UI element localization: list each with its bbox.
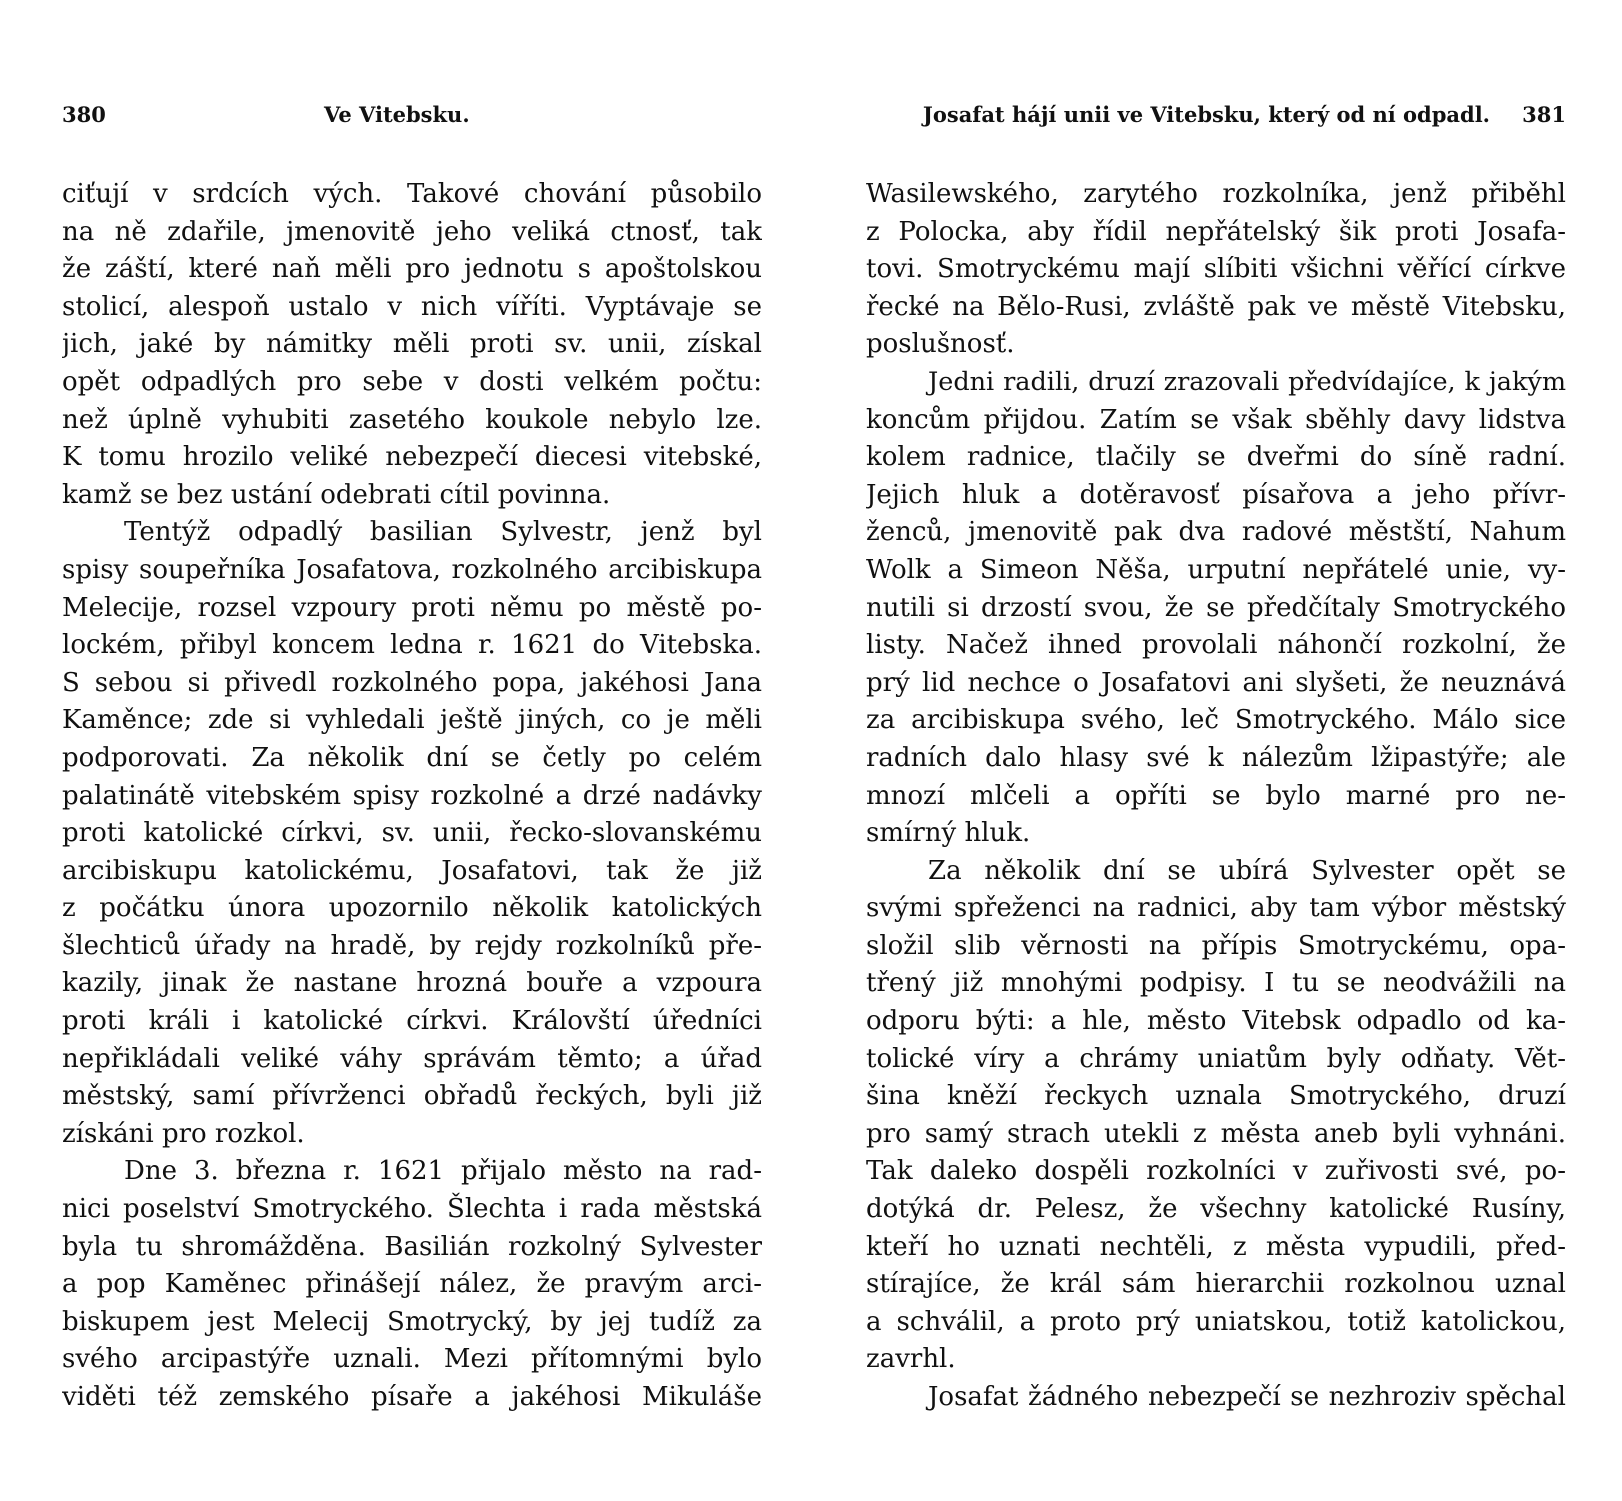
text-line: kteří ho uznati nechtěli, z města vypudili, před- — [866, 1231, 1566, 1262]
text-line: z Polocka, aby řídil nepřátelský šik proti Josafa- — [866, 216, 1566, 247]
text-line: lockém, přibyl koncem ledna r. 1621 do Vitebska. — [62, 630, 762, 661]
text-line: Tentýž odpadlý basilian Sylvestr, jenž byl — [124, 517, 762, 548]
text-line: svými spřeženci na radnici, aby tam výbor městský — [866, 893, 1566, 924]
text-line: S sebou si přivedl rozkolného popa, jakéhosi Jana — [62, 667, 762, 698]
right-running-title: Josafat hájí unii ve Vitebsku, který od ní odpadl. — [922, 102, 1490, 127]
text-line: a schválil, a proto prý uniatskou, totiž katolickou, — [866, 1306, 1566, 1337]
text-line: tovi. Smotryckému mají slíbiti všichni věřící církve — [866, 254, 1566, 285]
text-line: než úplně vyhubiti zasetého koukole nebylo lze. — [62, 404, 762, 435]
text-line: nepřikládali veliké váhy správám těmto; a úřad — [62, 1043, 762, 1074]
text-line: arcibiskupu katolickému, Josafatovi, tak že již — [62, 855, 762, 886]
text-line: Za několik dní se ubírá Sylvester opět se — [928, 855, 1566, 886]
text-line: Dne 3. března r. 1621 přijalo město na rad- — [124, 1156, 762, 1187]
right-page — [866, 0, 1566, 1501]
text-line: proti králi i katolické církvi. Královští úředníci — [62, 1006, 762, 1037]
text-line: Jejich hluk a dotěravosť písařova a jeho přívr- — [866, 479, 1566, 510]
text-line: koncům přijdou. Zatím se však sběhly davy lidstva — [866, 404, 1566, 435]
text-line: získáni pro rozkol. — [62, 1118, 305, 1149]
text-line: řecké na Bělo-Rusi, zvláště pak ve městě Vitebsku, — [866, 291, 1566, 322]
text-line: že záští, které naň měli pro jednotu s apoštolskou — [62, 254, 762, 285]
text-line: byla tu shromážděna. Basilián rozkolný Sylvester — [62, 1231, 762, 1262]
text-line: pro samý strach utekli z města aneb byli vyhnáni. — [866, 1118, 1566, 1149]
text-line: nutili si drzostí svou, že se předčítaly Smotryckého — [866, 592, 1566, 623]
right-page-number: 381 — [1522, 102, 1566, 127]
text-line: šlechticů úřady na hradě, by rejdy rozkolníků pře- — [62, 930, 762, 961]
text-line: kamž se bez ustání odebrati cítil povinna. — [62, 479, 611, 510]
text-line: radních dalo hlasy své k nálezům lžipastýře; ale — [866, 742, 1566, 773]
text-line: stolicí, alespoň ustalo v nich víříti. Vyptávaje se — [62, 291, 762, 322]
text-line: šina kněží řeckych uznala Smotryckého, druzí — [866, 1081, 1566, 1112]
text-line: opět odpadlých pro sebe v dosti velkém počtu: — [62, 366, 762, 397]
text-line: za arcibiskupa svého, leč Smotryckého. Málo sice — [866, 705, 1566, 736]
text-line: z počátku února upozornilo několik katolických — [62, 893, 762, 924]
text-line: Melecije, rozsel vzpoury proti němu po městě po- — [62, 592, 762, 623]
text-line: smírný hluk. — [866, 818, 1031, 849]
text-line: Tak daleko dospěli rozkolníci v zuřivosti své, po- — [866, 1156, 1566, 1187]
text-line: K tomu hrozilo veliké nebezpečí diecesi vitebské, — [62, 442, 762, 473]
text-line: mnozí mlčeli a opříti se bylo marné pro ne- — [866, 780, 1566, 811]
text-line: Wolk a Simeon Něša, urputní nepřátelé unie, vy- — [866, 554, 1566, 585]
right-page-body — [866, 176, 1566, 1417]
text-line: listy. Načež ihned provolali náhončí rozkolní, že — [866, 630, 1566, 661]
left-page-header — [62, 102, 762, 138]
text-line: podporovati. Za několik dní se četly po celém — [62, 742, 762, 773]
text-line: třený již mnohými podpisy. I tu se neodvážili na — [866, 968, 1566, 999]
text-line: biskupem jest Melecij Smotrycký, by jej tudíž za — [62, 1306, 762, 1337]
text-line: složil slib věrnosti na přípis Smotryckému, opa- — [866, 930, 1566, 961]
text-line: Jedni radili, druzí zrazovali předvídajíce, k jakým — [928, 366, 1566, 397]
text-line: Josafat žádného nebezpečí se nezhroziv spěchal — [928, 1382, 1566, 1412]
left-page-number: 380 — [62, 102, 106, 127]
text-line: nici poselství Smotryckého. Šlechta i rada městská — [62, 1194, 762, 1225]
text-line: Kaměnce; zde si vyhledali ještě jiných, co je měli — [62, 705, 762, 736]
left-running-title: Ve Vitebsku. — [324, 102, 470, 127]
text-line: ciťují v srdcích vých. Takové chování působilo — [62, 179, 762, 209]
text-line: palatinátě vitebském spisy rozkolné a drzé nadávky — [62, 780, 762, 811]
text-line: na ně zdařile, jmenovitě jeho veliká ctnosť, tak — [62, 216, 762, 247]
text-line: městský, samí přívrženci obřadů řeckých, byli již — [62, 1081, 762, 1112]
text-line: zavrhl. — [866, 1344, 956, 1375]
text-line: jich, jaké by námitky měli proti sv. unii, získal — [62, 329, 762, 360]
text-line: stírajíce, že král sám hierarchii rozkolnou uznal — [866, 1269, 1566, 1300]
text-line: poslušnosť. — [866, 329, 1015, 360]
text-line: Wasilewského, zarytého rozkolníka, jenž přiběhl — [866, 179, 1566, 209]
text-line: svého arcipastýře uznali. Mezi přítomnými bylo — [62, 1344, 762, 1375]
text-line: ženců, jmenovitě pak dva radové městští, Nahum — [866, 517, 1566, 548]
text-line: proti katolické církvi, sv. unii, řecko-slovanskému — [62, 818, 762, 849]
text-line: prý lid nechce o Josafatovi ani slyšeti, že neuznává — [866, 667, 1566, 698]
right-page-header — [866, 102, 1566, 138]
left-page — [62, 0, 762, 1501]
text-line: kolem radnice, tlačily se dveřmi do síně radní. — [866, 442, 1566, 473]
text-line: a pop Kaměnec přinášejí nález, že pravým arci- — [62, 1269, 762, 1300]
left-page-body — [62, 176, 762, 1417]
text-line: kazily, jinak že nastane hrozná bouře a vzpoura — [62, 968, 762, 999]
text-line: spisy soupeřníka Josafatova, rozkolného arcibiskupa — [62, 554, 762, 585]
text-line: odporu býti: a hle, město Vitebsk odpadlo od ka- — [866, 1006, 1566, 1037]
text-line: viděti též zemského písaře a jakéhosi Mikuláše — [62, 1382, 762, 1412]
text-line: tolické víry a chrámy uniatům byly odňaty. Vět- — [866, 1043, 1566, 1074]
text-line: dotýká dr. Pelesz, že všechny katolické Rusíny, — [866, 1194, 1566, 1225]
